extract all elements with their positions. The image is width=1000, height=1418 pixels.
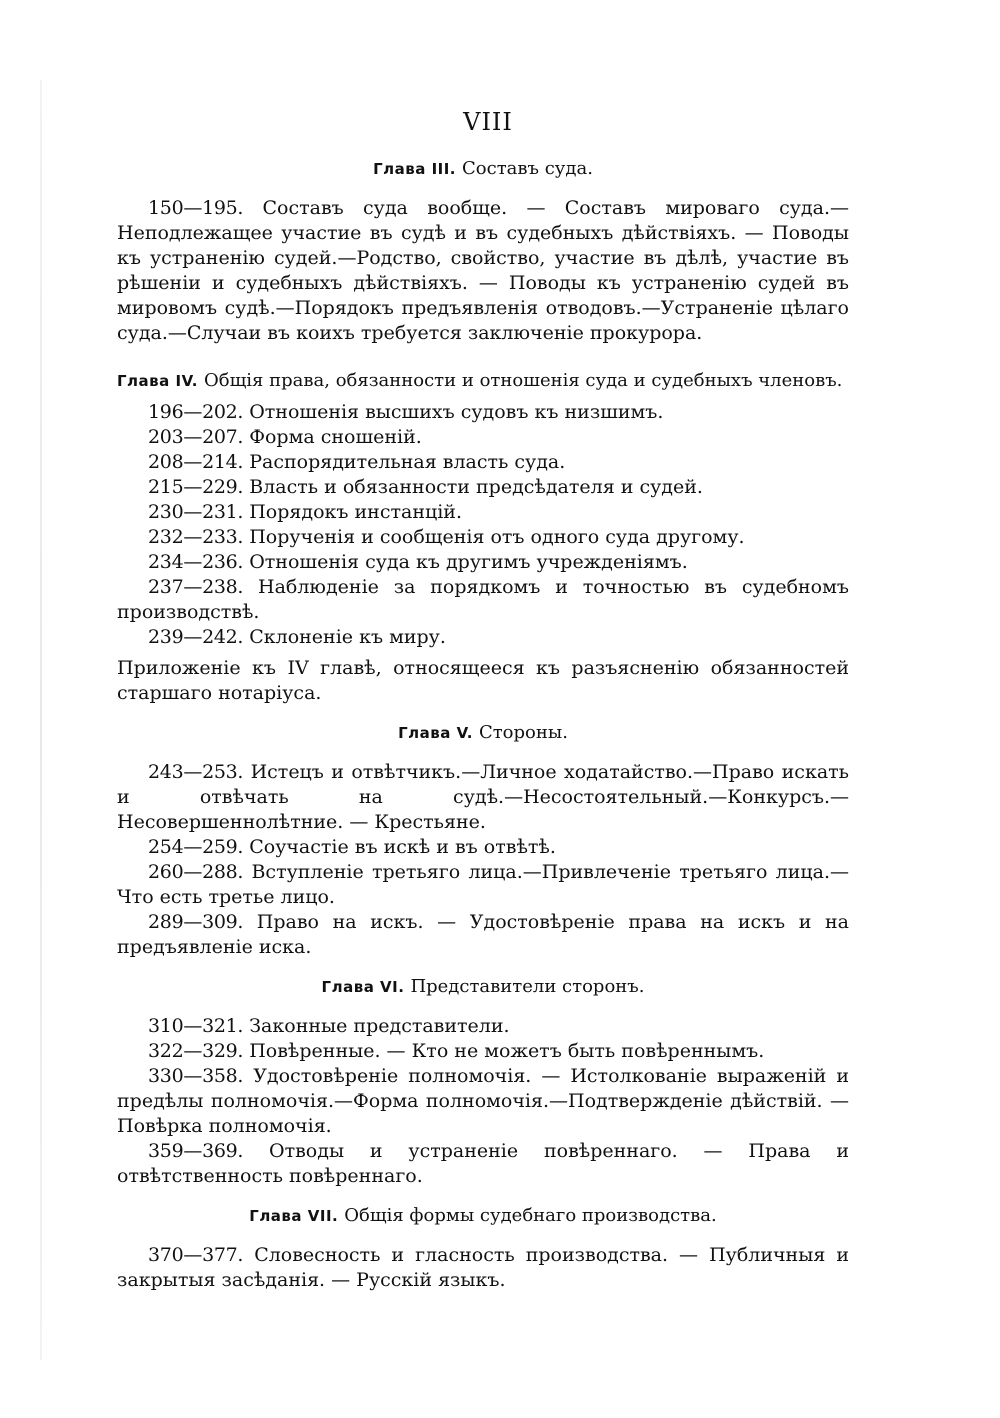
section-range: 330—358. <box>148 1065 244 1087</box>
section-range: 215—229. <box>148 476 244 498</box>
page-number: VIII <box>463 108 513 136</box>
chapter-title: Общiя формы судебнаго производства. <box>344 1205 717 1226</box>
section-range: 254—259. <box>148 836 244 858</box>
entry-text: Власть и обязанности предсѣдателя и судей. <box>249 476 703 498</box>
section-range: 196—202. <box>148 401 244 423</box>
section-range: 203—207. <box>148 426 244 448</box>
chapter-4 <box>117 368 849 706</box>
chapter-label: Глава III. <box>373 160 457 178</box>
chapter-heading <box>117 974 849 1000</box>
entry-text: Право на искъ. — Удостовѣренiе права на искъ и на предъявленiе иска. <box>117 911 849 958</box>
section-range: 260—288. <box>148 861 244 883</box>
chapter-5 <box>117 720 849 960</box>
appendix-note: Приложенiе къ IV главѣ, относящееся къ разъясненiю обязанностей старшаго нотарiуса. <box>117 657 849 704</box>
chapter-label: Глава VII. <box>249 1207 339 1225</box>
chapter-label: Глава VI. <box>321 978 405 996</box>
toc-entry <box>117 910 849 960</box>
section-range: 234—236. <box>148 551 244 573</box>
toc-entry <box>117 625 849 650</box>
toc-entry <box>117 550 849 575</box>
toc-entry <box>117 400 849 425</box>
toc-entry <box>117 500 849 525</box>
toc-entry <box>117 425 849 450</box>
chapter-7 <box>117 1203 849 1293</box>
entry-text: Форма сношенiй. <box>249 426 422 448</box>
section-range: 237—238. <box>148 576 244 598</box>
chapter-title: Общiя права, обязанности и отношенiя суда и судебныхъ членовъ. <box>203 370 843 391</box>
entry-text: Истецъ и отвѣтчикъ.—Личное ходатайство.—Право искать и отвѣчать на судѣ.—Несостоятельный.—Конкурсъ.—Несовершеннолѣтние. — Крестьяне. <box>117 761 850 833</box>
section-range: 208—214. <box>148 451 244 473</box>
chapter-heading <box>117 368 849 394</box>
toc-entry <box>117 450 849 475</box>
toc-entry <box>117 860 849 910</box>
section-range: 359—369. <box>148 1140 244 1162</box>
chapter-3 <box>117 156 849 346</box>
entry-text: Соучастiе въ искѣ и въ отвѣтѣ. <box>249 836 556 858</box>
section-range: 230—231. <box>148 501 244 523</box>
toc-entry <box>117 1014 849 1039</box>
entry-text: Порядокъ инстанцiй. <box>249 501 462 523</box>
toc-entry <box>117 835 849 860</box>
entry-text: Отношенiя высшихъ судовъ къ низшимъ. <box>249 401 664 423</box>
section-range: 310—321. <box>148 1015 244 1037</box>
toc-entry <box>117 196 849 346</box>
entry-text: Порученiя и сообщенiя отъ одного суда другому. <box>249 526 745 548</box>
toc-entry <box>117 475 849 500</box>
section-range: 370—377. <box>148 1244 244 1266</box>
section-range: 232—233. <box>148 526 244 548</box>
entry-text: Удостовѣренiе полномочiя. — Истолкованiе выраженiй и предѣлы полномочiя.—Форма полномочiя.—Подтвержденiе дѣйствiй. — Повѣрка полномочiя. <box>117 1065 850 1137</box>
chapter-6 <box>117 974 849 1189</box>
scan-shadow <box>40 80 42 1360</box>
entry-text: Повѣренные. — Кто не можетъ быть повѣреннымъ. <box>249 1040 765 1062</box>
toc-entry <box>117 1064 849 1139</box>
chapter-label: Глава V. <box>398 724 473 742</box>
toc-entry <box>117 1039 849 1064</box>
entry-text: Словесность и гласность производства. — Публичныя и закрытыя засѣданiя. — Русскiй языкъ. <box>117 1244 849 1291</box>
toc-entry <box>117 575 849 625</box>
entry-text: Вступленiе третьяго лица.—Привлеченiе третьяго лица.—Что есть третье лицо. <box>117 861 849 908</box>
section-range: 289—309. <box>148 911 244 933</box>
entry-text: Распорядительная власть суда. <box>249 451 566 473</box>
entry-text: Склоненiе къ миру. <box>249 626 446 648</box>
chapter-title: Стороны. <box>478 722 568 743</box>
entry-text: Отводы и устраненiе повѣреннаго. — Права и отвѣтственность повѣреннаго. <box>117 1140 849 1187</box>
section-range: 243—253. <box>148 761 244 783</box>
toc-entry <box>117 525 849 550</box>
chapter-heading <box>117 156 849 182</box>
chapter-heading <box>117 720 849 746</box>
entry-text: Наблюденiе за порядкомъ и точностью въ судебномъ производствѣ. <box>117 576 849 623</box>
entry-text: Отношенiя суда къ другимъ учрежденiямъ. <box>249 551 688 573</box>
toc-entry <box>117 1139 849 1189</box>
chapter-title: Представители сторонъ. <box>410 976 645 997</box>
chapter-label: Глава IV. <box>117 372 198 390</box>
toc-entry <box>117 1243 849 1293</box>
chapter-heading <box>117 1203 849 1229</box>
chapter-title: Составъ суда. <box>462 158 593 179</box>
entry-text: Составъ суда вообще. — Составъ мироваго суда.—Неподлежащее участие въ судѣ и въ судебныхъ дѣйствiяхъ. — Поводы къ устраненiю судей.—Родство, свойство, участие въ дѣлѣ, участие въ рѣшенiи и судебныхъ дѣйствiяхъ. — Поводы къ устраненiю судей въ мировомъ судѣ.—Порядокъ предъявленiя отводовъ.—Устраненiе цѣлаго суда.—Случаи въ коихъ требуется заключенiе прокурора. <box>117 197 849 344</box>
toc-entry <box>117 760 849 835</box>
section-range: 150—195. <box>148 197 244 219</box>
section-range: 239—242. <box>148 626 244 648</box>
table-of-contents <box>117 110 849 1293</box>
section-range: 322—329. <box>148 1040 244 1062</box>
entry-text: Законные представители. <box>249 1015 510 1037</box>
